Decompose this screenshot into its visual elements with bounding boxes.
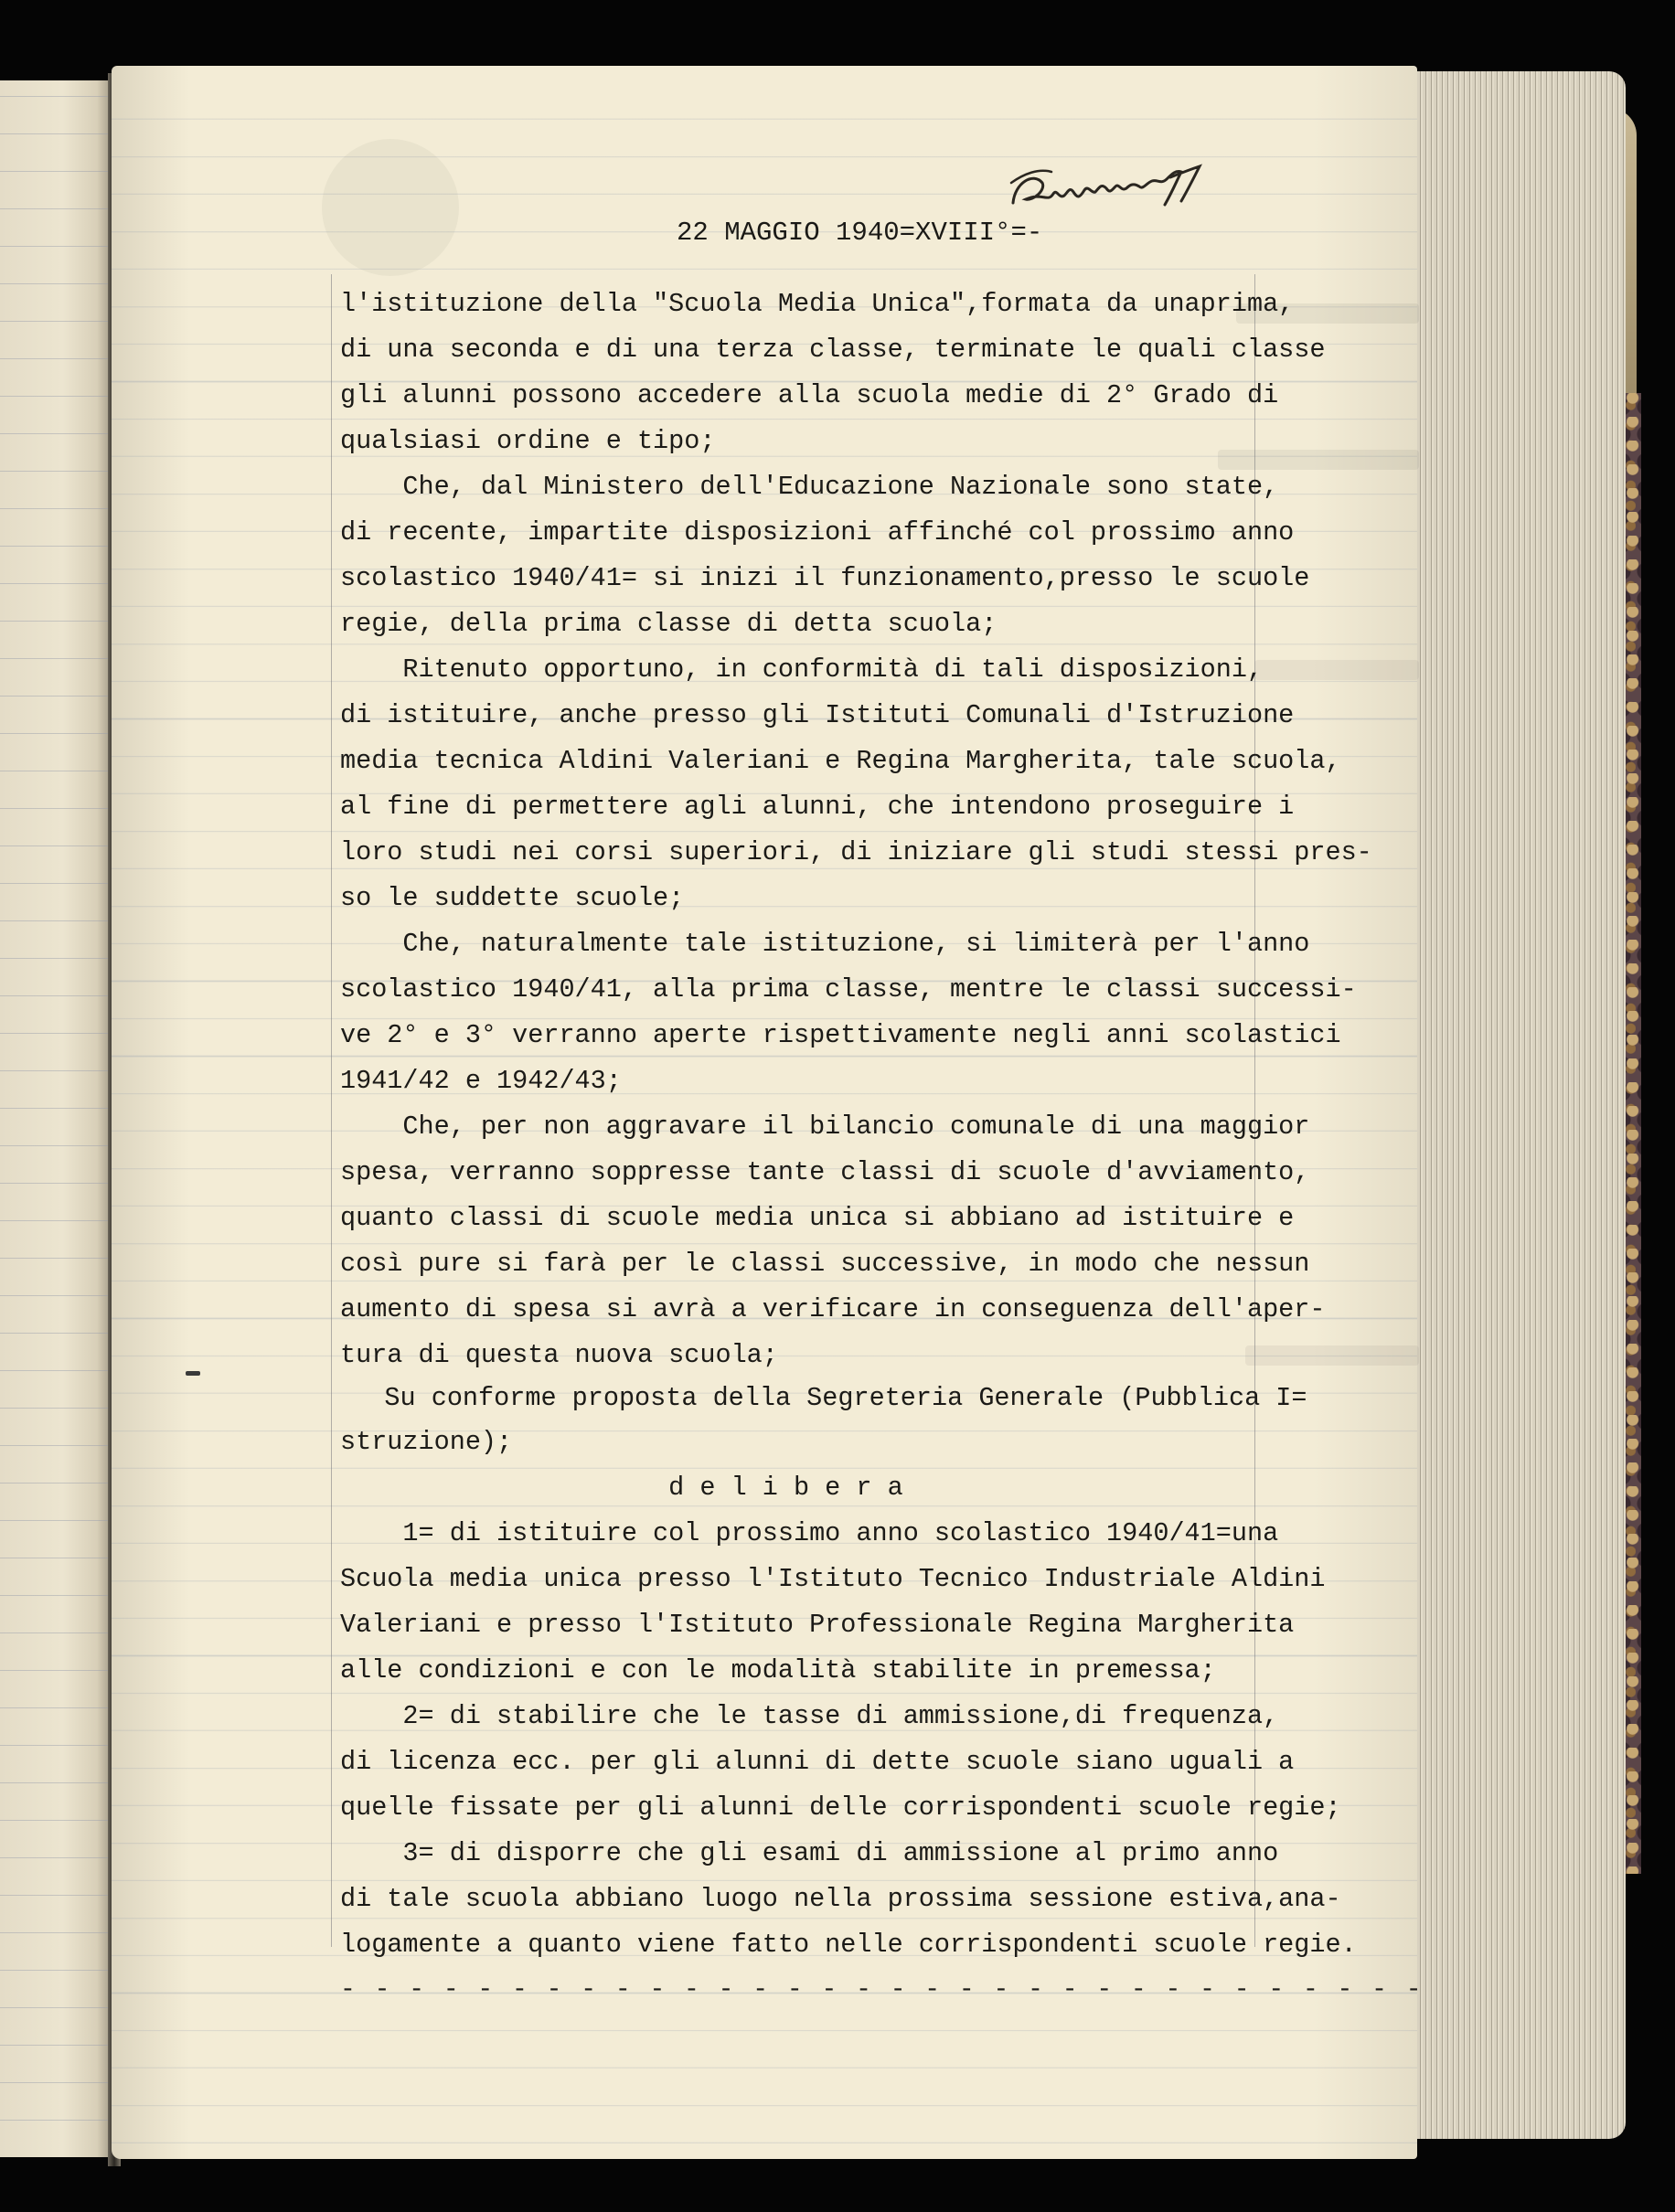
- text-line: Che, dal Ministero dell'Educazione Nazionale sono state,: [340, 472, 1279, 502]
- left-page: [0, 80, 114, 2157]
- deliberation-heading: d e l i b e r a: [340, 1473, 903, 1503]
- left-margin-rule: [331, 274, 332, 1947]
- text-line: gli alunni possono accedere alla scuola medie di 2° Grado di: [340, 380, 1279, 410]
- text-line: ve 2° e 3° verranno aperte rispettivamente negli anni scolastici: [340, 1020, 1341, 1050]
- bleed-through-seal: [322, 139, 459, 276]
- text-line: Valeriani e presso l'Istituto Professionale Regina Margherita: [340, 1610, 1295, 1640]
- margin-tick-mark: [186, 1371, 200, 1376]
- bleed-through-mark: [1245, 1345, 1419, 1366]
- text-line: Che, per non aggravare il bilancio comunale di una maggior: [340, 1111, 1310, 1142]
- text-line: così pure si farà per le classi successive, in modo che nessun: [340, 1249, 1310, 1279]
- text-line: al fine di permettere agli alunni, che intendono proseguire i: [340, 792, 1295, 822]
- text-line: quelle fissate per gli alunni delle corrispondenti scuole regie;: [340, 1792, 1341, 1823]
- text-line: tura di questa nuova scuola;: [340, 1340, 778, 1370]
- text-line: 1941/42 e 1942/43;: [340, 1066, 622, 1096]
- page-edges: [1406, 71, 1626, 2139]
- text-line: struzione);: [340, 1427, 513, 1457]
- text-line: Su conforme proposta della Segreteria Generale (Pubblica I=: [322, 1383, 1307, 1413]
- text-line: 3= di disporre che gli esami di ammissione al primo anno: [340, 1838, 1279, 1868]
- text-line: so le suddette scuole;: [340, 883, 685, 913]
- text-line: scolastico 1940/41= si inizi il funzionamento,presso le scuole: [340, 563, 1310, 593]
- closing-dashed-rule: - - - - - - - - - - - - - - - - - - - - - - - - - - - - - - - -: [340, 1976, 1424, 2005]
- text-line: l'istituzione della "Scuola Media Unica",formata da unaprima,: [340, 289, 1295, 319]
- text-line: 1= di istituire col prossimo anno scolastico 1940/41=una: [340, 1518, 1279, 1548]
- date-heading: 22 MAGGIO 1940=XVIII°=-: [677, 218, 1043, 248]
- text-line: aumento di spesa si avrà a verificare in conseguenza dell'aper-: [340, 1294, 1326, 1324]
- text-line: regie, della prima classe di detta scuola;: [340, 609, 998, 639]
- text-line: loro studi nei corsi superiori, di iniziare gli studi stessi pres-: [340, 837, 1372, 867]
- text-line: logamente a quanto viene fatto nelle corrispondenti scuole regie.: [340, 1930, 1357, 1960]
- text-line: Ritenuto opportuno, in conformità di tali disposizioni,: [340, 654, 1264, 685]
- text-line: di licenza ecc. per gli alunni di dette scuole siano uguali a: [340, 1747, 1295, 1777]
- text-line: Scuola media unica presso l'Istituto Tecnico Industriale Aldini: [340, 1564, 1326, 1594]
- text-line: di tale scuola abbiano luogo nella prossima sessione estiva,ana-: [340, 1884, 1341, 1914]
- text-line: di recente, impartite disposizioni affinché col prossimo anno: [340, 517, 1295, 548]
- text-line: Che, naturalmente tale istituzione, si limiterà per l'anno: [340, 929, 1310, 959]
- text-line: di istituire, anche presso gli Istituti Comunali d'Istruzione: [340, 700, 1295, 730]
- text-line: media tecnica Aldini Valeriani e Regina Margherita, tale scuola,: [340, 746, 1341, 776]
- handwritten-signature: [1006, 146, 1216, 229]
- bleed-through-mark: [1254, 660, 1419, 680]
- text-line: 2= di stabilire che le tasse di ammissione,di frequenza,: [340, 1701, 1279, 1731]
- text-line: scolastico 1940/41, alla prima classe, mentre le classi successi-: [340, 974, 1357, 1005]
- text-line: di una seconda e di una terza classe, terminate le quali classe: [340, 335, 1326, 365]
- text-line: alle condizioni e con le modalità stabilite in premessa;: [340, 1655, 1216, 1686]
- text-line: spesa, verranno soppresse tante classi di scuole d'avviamento,: [340, 1157, 1310, 1187]
- text-line: quanto classi di scuole media unica si abbiano ad istituire e: [340, 1203, 1295, 1233]
- text-line: qualsiasi ordine e tipo;: [340, 426, 716, 456]
